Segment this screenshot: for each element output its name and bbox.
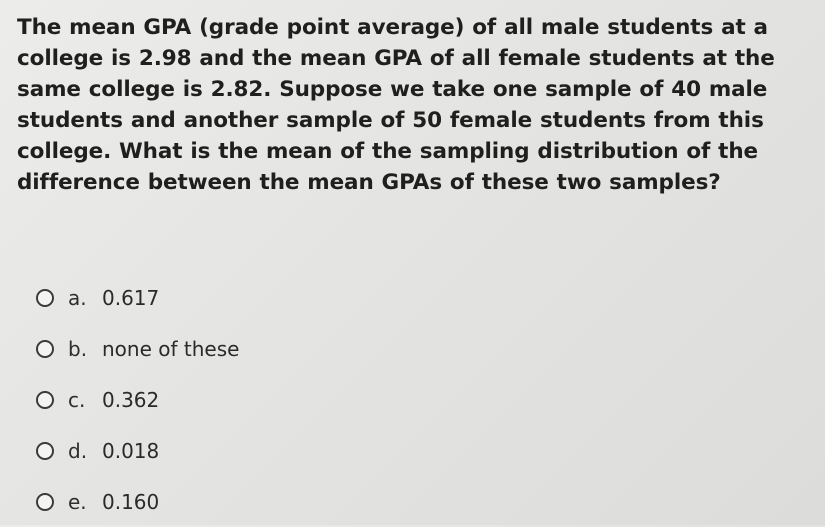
option-e[interactable] [36,476,239,527]
option-text: 0.018 [102,438,160,463]
option-letter: a. [68,285,87,310]
option-text: 0.617 [102,285,160,310]
option-letter: b. [68,336,88,361]
option-text: 0.160 [102,489,160,514]
radio-button-a[interactable] [36,289,54,307]
option-text: none of these [102,336,240,361]
answer-options [36,272,239,527]
option-b[interactable] [36,323,239,374]
option-d[interactable] [36,425,239,476]
option-letter: d. [68,438,88,463]
radio-button-d[interactable] [36,442,54,460]
radio-button-e[interactable] [36,493,54,511]
option-text: 0.362 [102,387,160,412]
radio-button-b[interactable] [36,340,54,358]
radio-button-c[interactable] [36,391,54,409]
option-c[interactable] [36,374,239,425]
option-letter: c. [68,387,86,412]
question-text: The mean GPA (grade point average) of all male students at a college is 2.98 and the mean GPA of all female students at the same college is 2.82. Suppose we take one sample of 40 male students and another sample of 50 female students from this college. What is the mean of the sampling distribution of the difference between the mean GPAs of these two samples? [17,15,775,195]
option-letter: e. [68,489,87,514]
option-a[interactable] [36,272,239,323]
